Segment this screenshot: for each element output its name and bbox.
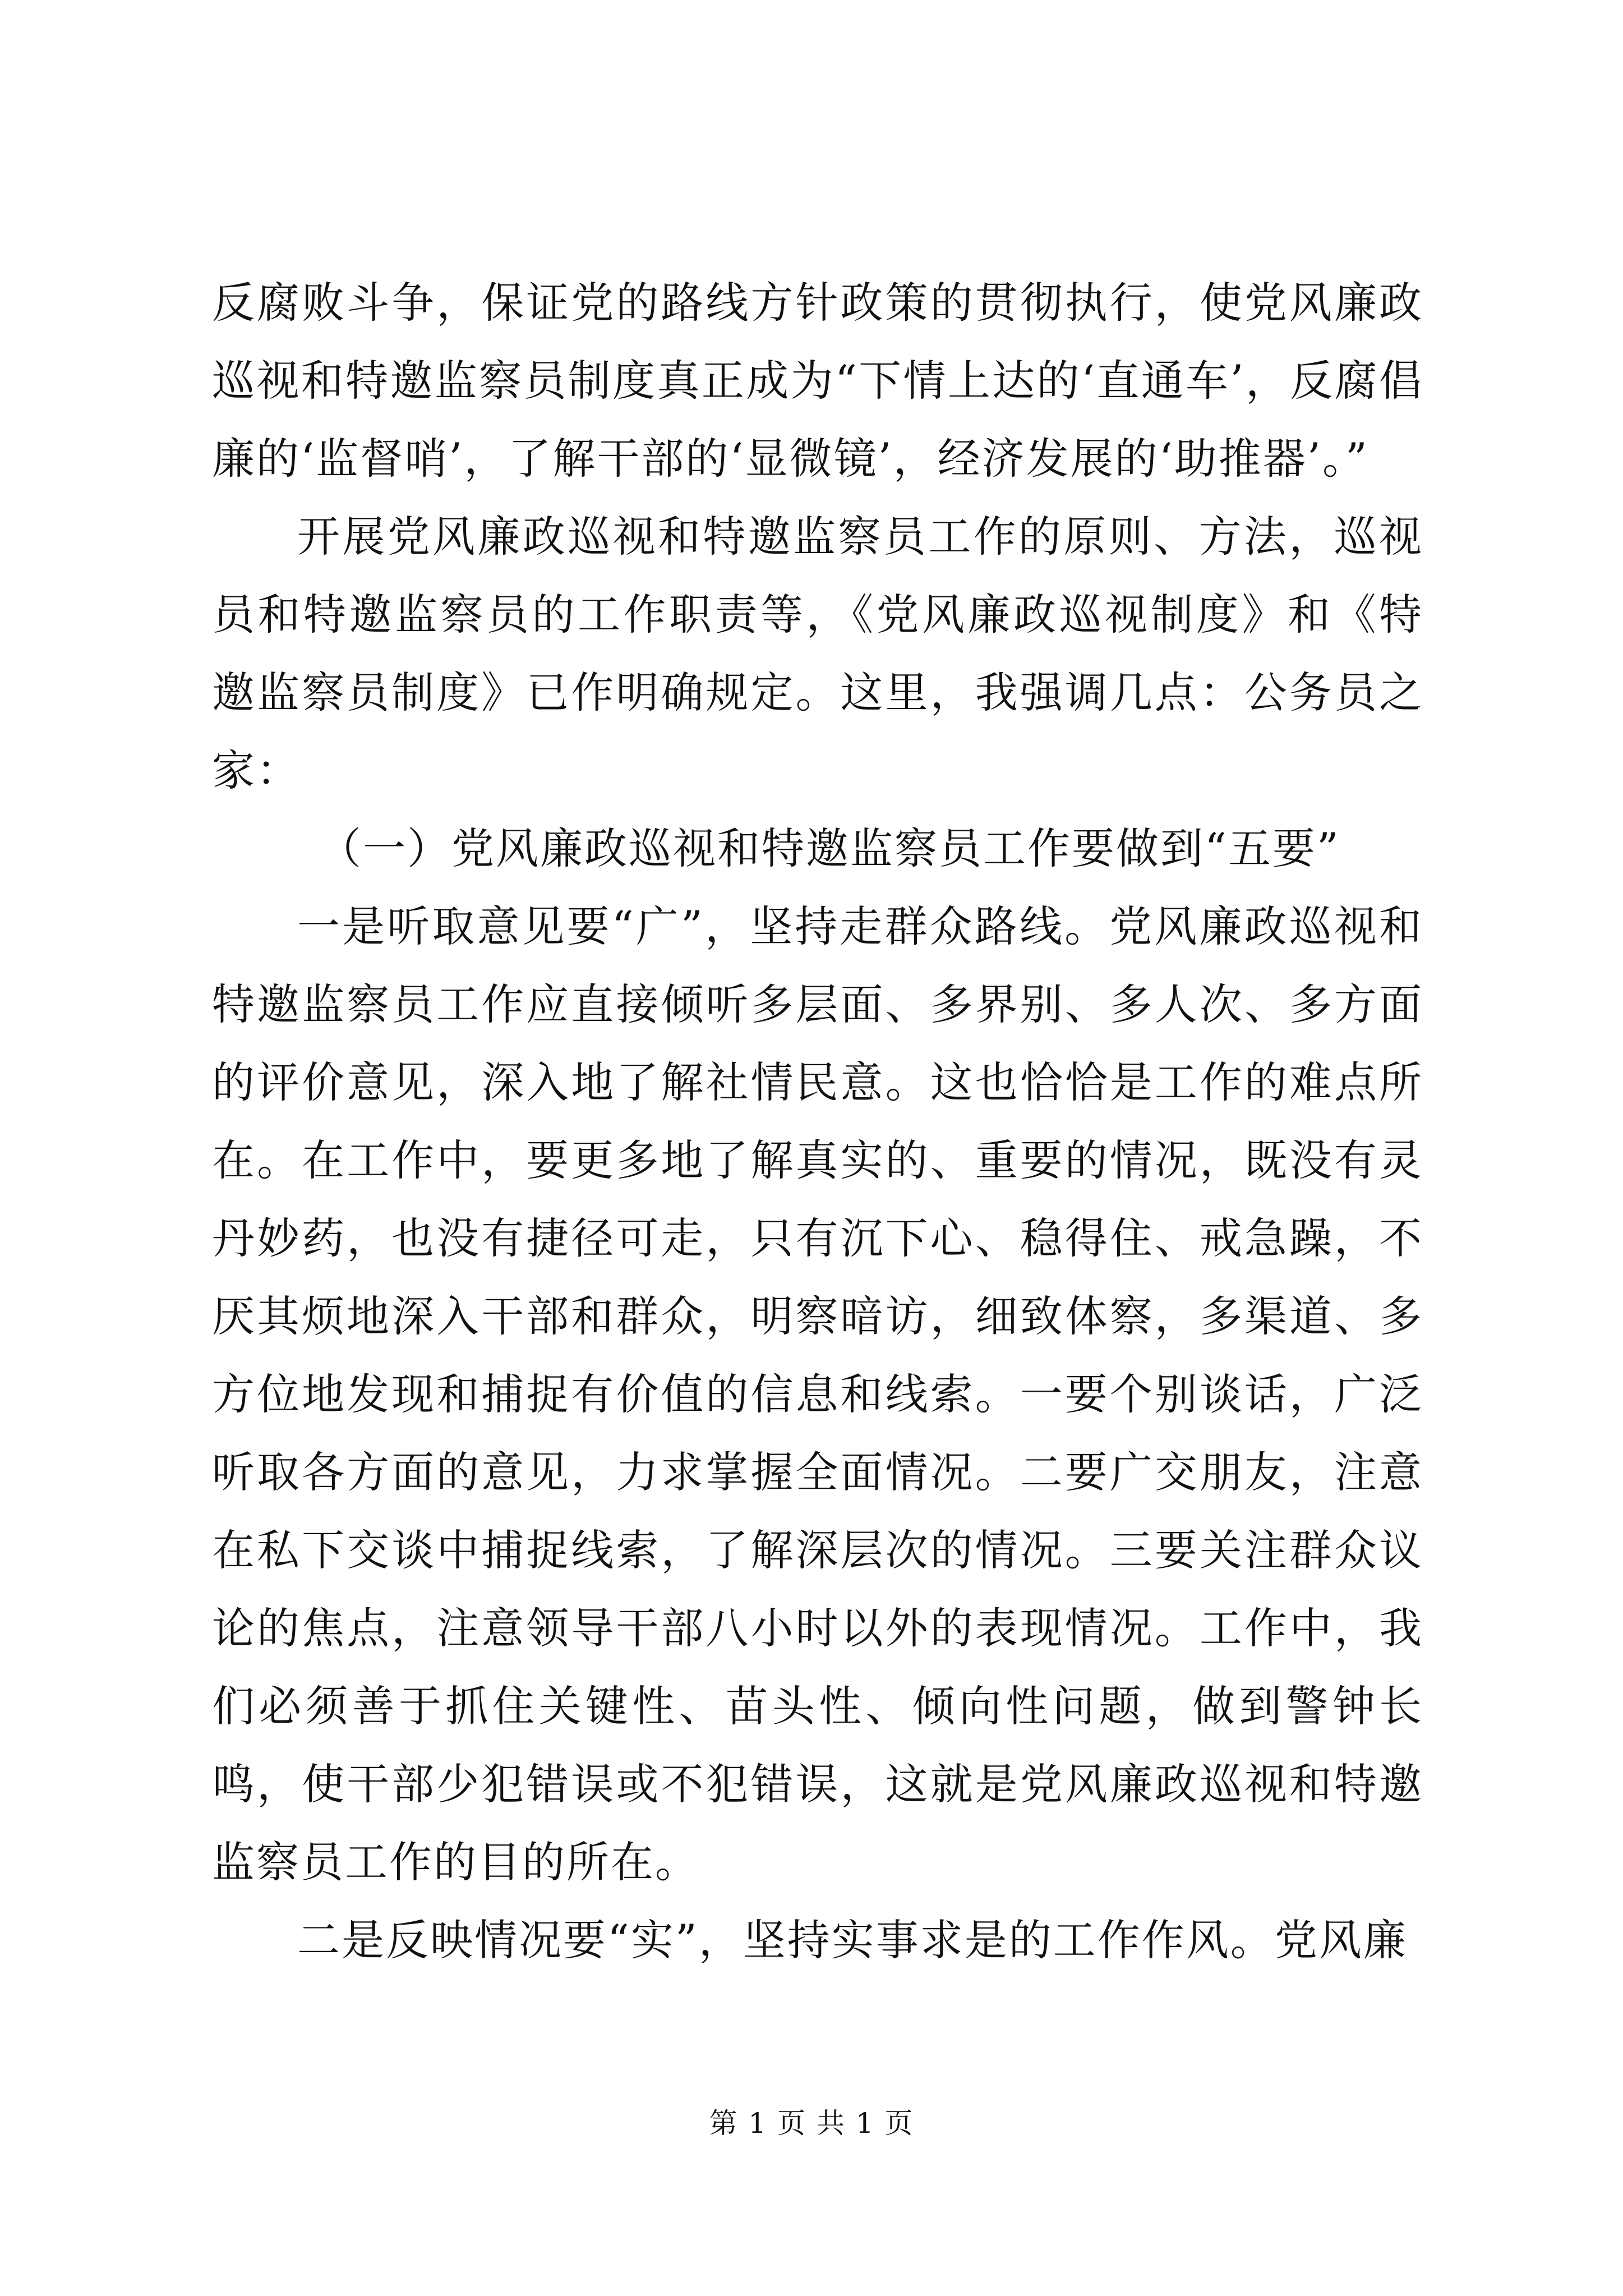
page-number-label: 第 1 页 共 1 页	[709, 2107, 914, 2139]
paragraph-principles: 开展党风廉政巡视和特邀监察员工作的原则、方法，巡视员和特邀监察员的工作职责等，《党风廉政巡视制度》和《特邀监察员制度》已作明确规定。这里，我强调几点：公务员之家：	[212, 512, 1423, 795]
page-footer	[0, 2101, 1623, 2141]
paragraph-point-one: 一是听取意见要“广”，坚持走群众路线。党风廉政巡视和特邀监察员工作应直接倾听多层面、多界别、多人次、多方面的评价意见，深入地了解社情民意。这也恰恰是工作的难点所在。在工作中，要更多地了解真实的、重要的情况，既没有灵丹妙药，也没有捷径可走，只有沉下心、稳得住、戒急躁，不厌其烦地深入干部和群众，明察暗访，细致体察，多渠道、多方位地发现和捕捉有价值的信息和线索。一要个别谈话，广泛听取各方面的意见，力求掌握全面情况。二要广交朋友，注意在私下交谈中捕捉线索，了解深层次的情况。三要关注群众议论的焦点，注意领导干部八小时以外的表现情况。工作中，我们必须善于抓住关键性、苗头性、倾向性问题，做到警钟长鸣，使干部少犯错误或不犯错误，这就是党风廉政巡视和特邀监察员工作的目的所在。	[212, 901, 1423, 1887]
paragraph-point-two: 二是反映情况要“实”，坚持实事求是的工作作风。党风廉	[297, 1915, 1408, 1965]
paragraph-continuation: 反腐败斗争，保证党的路线方针政策的贯彻执行，使党风廉政巡视和特邀监察员制度真正成为“下情上达的‘直通车’，反腐倡廉的‘监督哨’，了解干部的‘显微镜’，经济发展的‘助推器’。”	[212, 278, 1423, 484]
document-body	[212, 264, 1423, 1979]
section-heading: （一）党风廉政巡视和特邀监察员工作要做到“五要”	[319, 823, 1340, 873]
